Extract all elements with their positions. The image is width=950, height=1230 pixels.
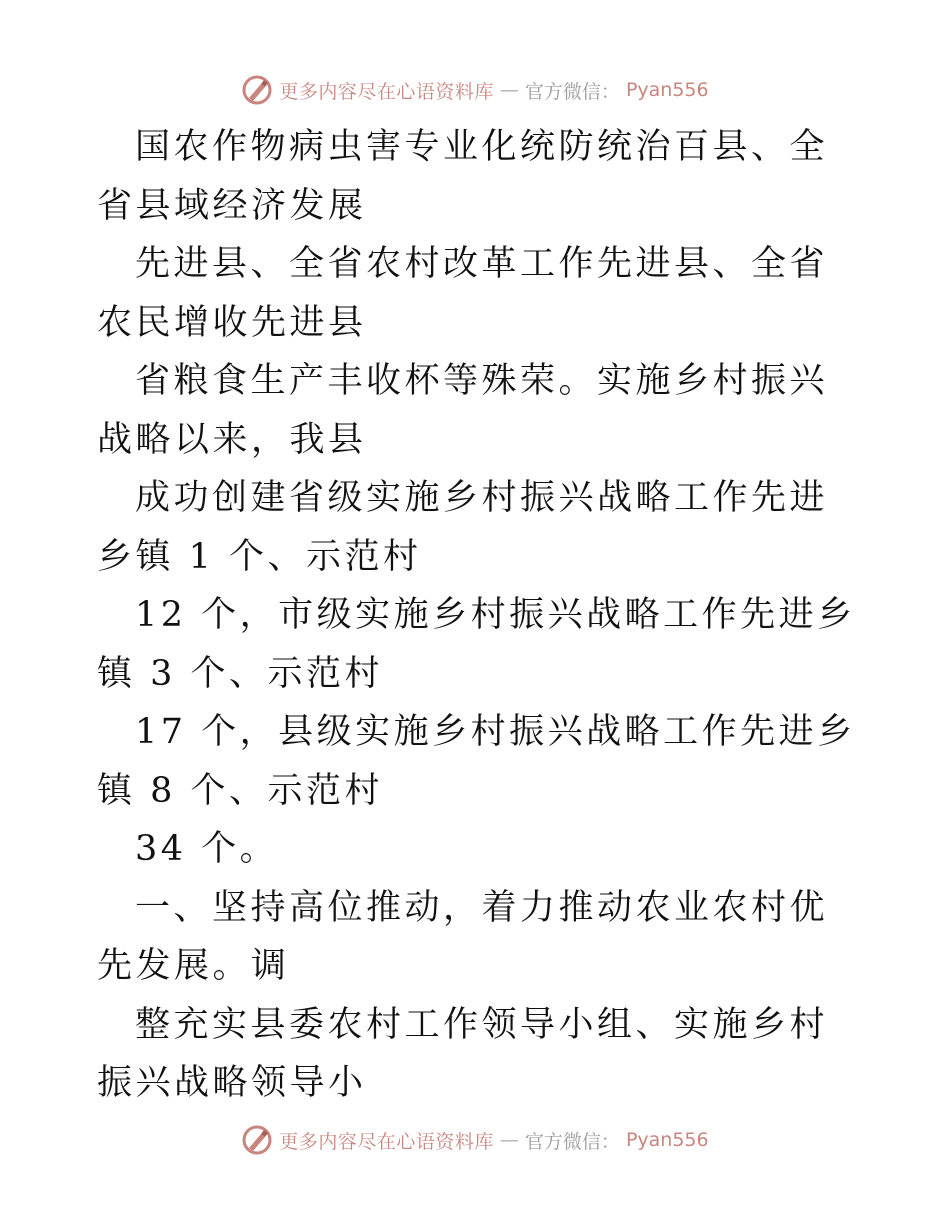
watermark-wechat-id: Pyan556 bbox=[625, 79, 709, 101]
paragraph: 34 个。 bbox=[135, 829, 279, 869]
watermark-site-text: 更多内容尽在心语资料库 bbox=[279, 80, 494, 103]
watermark-wechat-label: 官方微信： bbox=[524, 1130, 620, 1153]
paragraph: 17 个，县级实施乡村振兴战略工作先进乡镇 8 个、示范村 bbox=[97, 712, 856, 811]
paragraph: 成功创建省级实施乡村振兴战略工作先进乡镇 1 个、示范村 bbox=[97, 478, 829, 577]
header-watermark bbox=[0, 70, 950, 110]
paragraph: 国农作物病虫害专业化统防统治百县、全省县域经济发展 bbox=[97, 127, 829, 226]
pen-logo-icon bbox=[241, 74, 273, 106]
document-body bbox=[97, 118, 857, 1113]
paragraph: 一、坚持高位推动，着力推动农业农村优先发展。调 bbox=[97, 887, 829, 986]
paragraph: 12 个，市级实施乡村振兴战略工作先进乡镇 3 个、示范村 bbox=[97, 595, 856, 694]
paragraph: 先进县、全省农村改革工作先进县、全省农民增收先进县 bbox=[97, 244, 829, 343]
footer-watermark bbox=[0, 1120, 950, 1160]
watermark-separator: — bbox=[499, 1129, 519, 1151]
paragraph: 整充实县委农村工作领导小组、实施乡村振兴战略领导小 bbox=[97, 1004, 829, 1103]
watermark-site-text: 更多内容尽在心语资料库 bbox=[279, 1130, 494, 1153]
paragraph: 省粮食生产丰收杯等殊荣。实施乡村振兴战略以来，我县 bbox=[97, 361, 829, 460]
watermark-wechat-label: 官方微信： bbox=[524, 80, 620, 103]
pen-logo-icon bbox=[241, 1124, 273, 1156]
watermark-wechat-id: Pyan556 bbox=[625, 1129, 709, 1151]
watermark-separator: — bbox=[499, 79, 519, 101]
